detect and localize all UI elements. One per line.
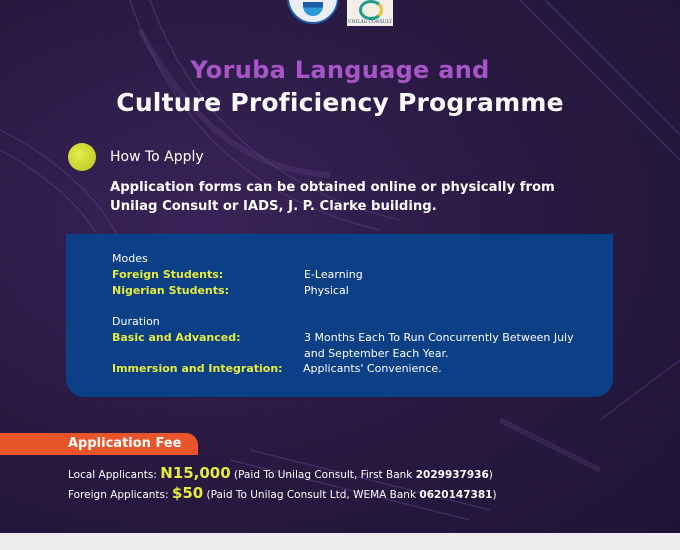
fee-foreign-note: (Paid To Unilag Consult Ltd, WEMA Bank — [203, 489, 420, 501]
fee-local-account: 2029937936 — [415, 469, 489, 481]
how-to-apply-text: Application forms can be obtained online or physically from Unilag Consult or IADS, J. P. Clarke building. — [110, 180, 555, 214]
fee-local-note: (Paid To Unilag Consult, First Bank — [230, 469, 416, 481]
duration-value-basic-line1: 3 Months Each To Run Concurrently Between July — [304, 331, 574, 344]
fee-foreign-close: ) — [492, 489, 497, 501]
duration-value-basic-line2: and September Each Year. — [304, 347, 449, 360]
title-line-2: Culture Proficiency Programme — [116, 88, 564, 117]
mode-value-foreign: E-Learning — [304, 268, 363, 281]
fee-foreign-amount: $50 — [171, 484, 204, 502]
duration-value-immersion: Applicants' Convenience. — [303, 362, 442, 375]
fee-local-close: ) — [488, 469, 493, 481]
header-logos — [285, 0, 395, 30]
bottom-strip — [0, 533, 680, 550]
unilag-consult-logo-text: UNILAG CONSULT — [347, 20, 393, 25]
duration-label-basic: Basic and Advanced: — [112, 331, 241, 344]
fee-local-amount: N15,000 — [160, 464, 231, 482]
duration-heading: Duration — [112, 315, 160, 328]
fee-foreign-line — [68, 484, 497, 502]
fee-local-line — [68, 464, 493, 482]
mode-label-foreign: Foreign Students: — [112, 268, 224, 281]
university-crest-logo — [287, 0, 339, 24]
how-to-apply-heading: How To Apply — [110, 149, 204, 165]
duration-label-immersion: Immersion and Integration: — [112, 362, 283, 375]
unilag-consult-emblem-icon — [359, 0, 383, 20]
details-panel — [66, 234, 613, 397]
title-line-1: Yoruba Language and — [190, 56, 490, 84]
mode-value-nigerian: Physical — [304, 284, 349, 297]
application-fee-heading: Application Fee — [68, 436, 182, 451]
fee-foreign-account: 0620147381 — [419, 489, 493, 501]
modes-heading: Modes — [112, 252, 148, 265]
mode-label-nigerian: Nigerian Students: — [112, 284, 229, 297]
bullet-dot-icon — [68, 143, 96, 171]
unilag-consult-logo — [347, 0, 393, 26]
fee-local-prefix: Local Applicants: — [68, 469, 161, 481]
fee-foreign-prefix: Foreign Applicants: — [68, 489, 172, 501]
